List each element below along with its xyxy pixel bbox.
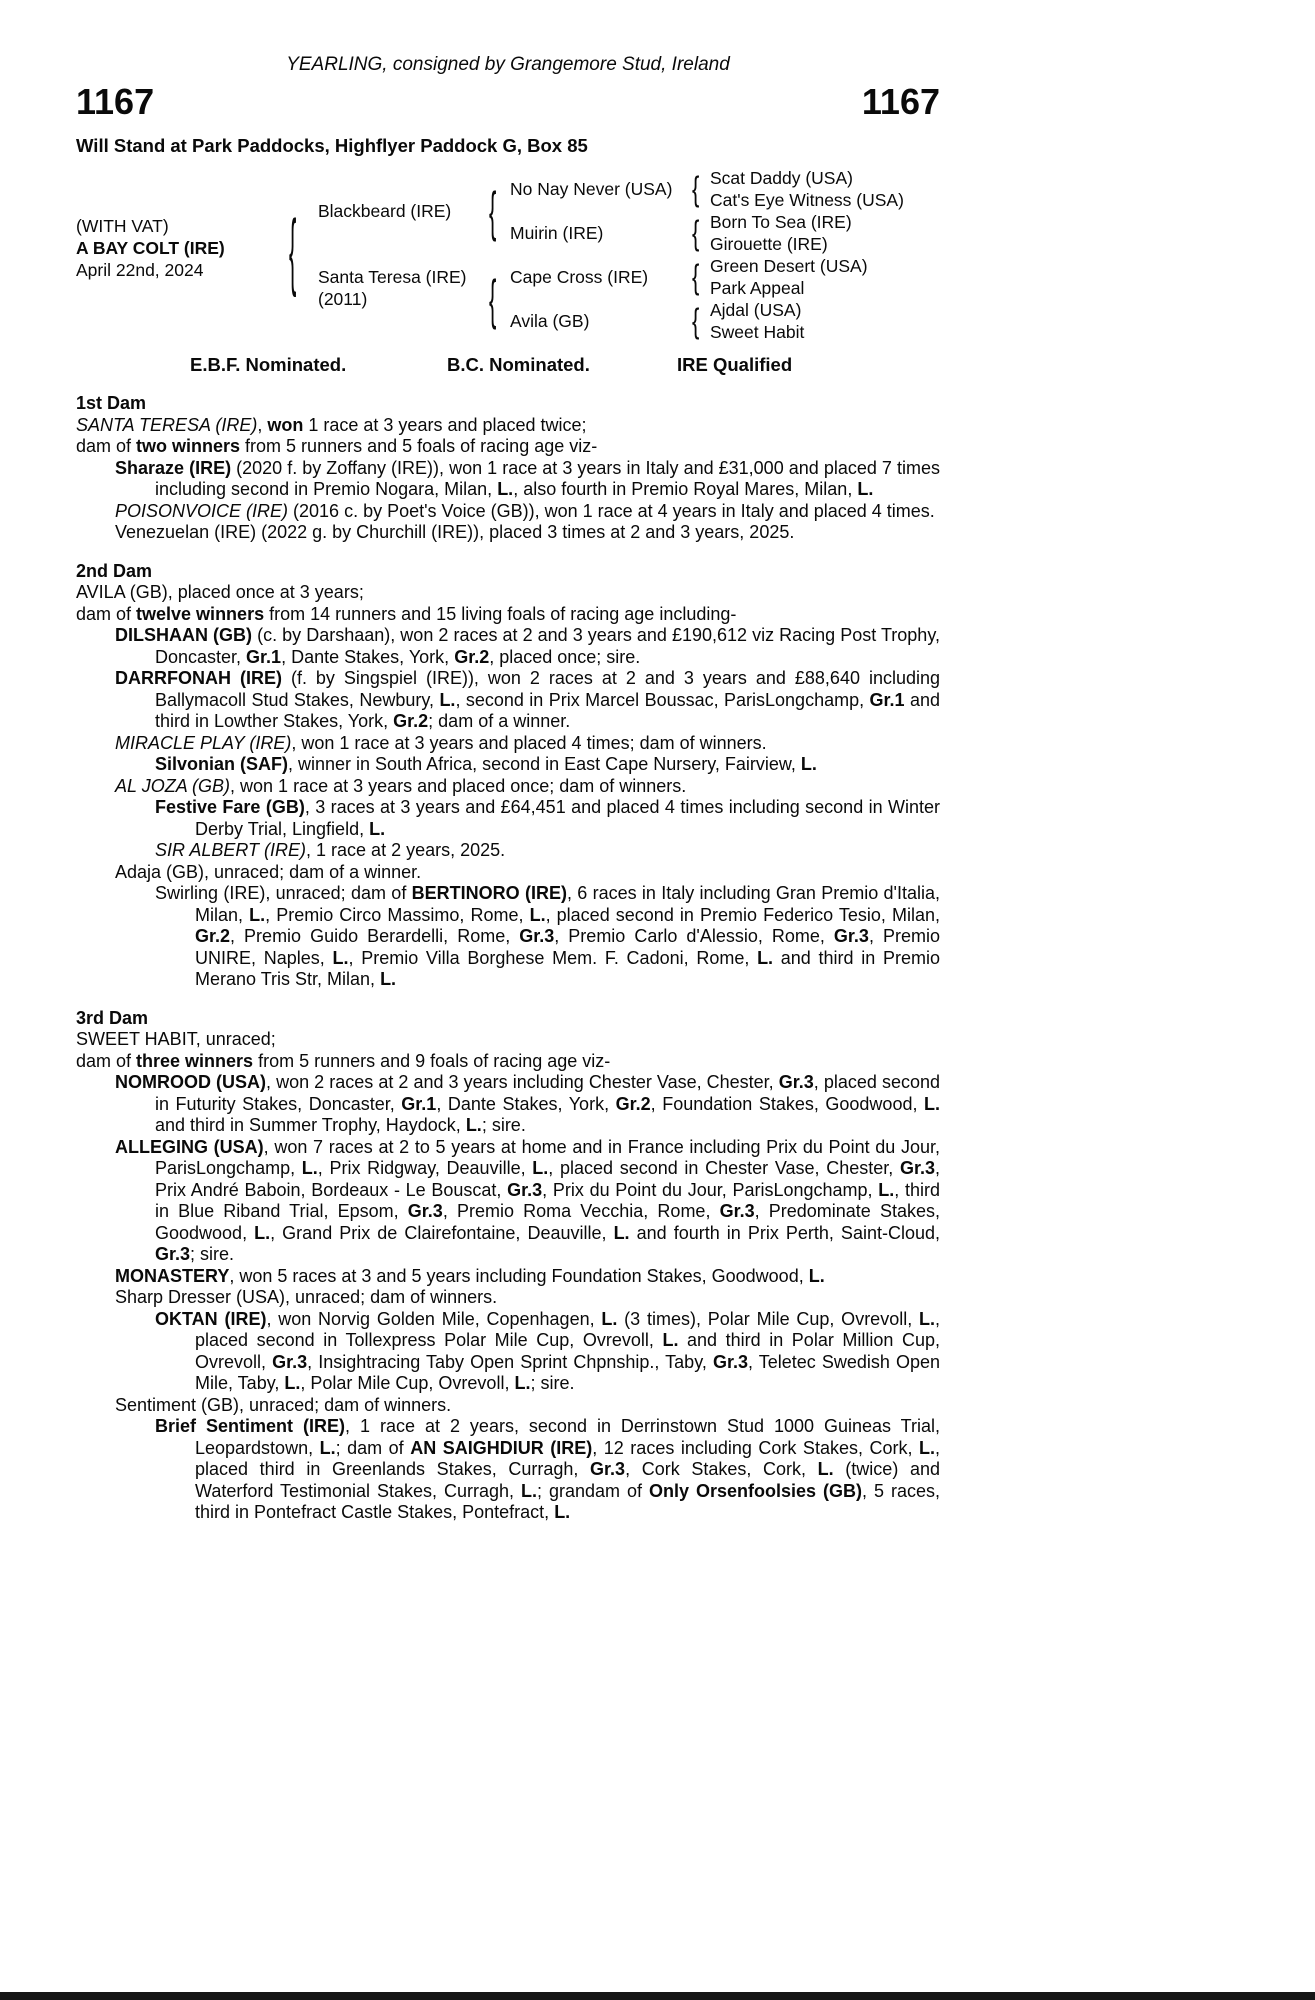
text-segment: SIR ALBERT (IRE) [155, 840, 307, 860]
text-segment: , Prix du Point du Jour, ParisLongchamp, [542, 1179, 879, 1200]
text-segment: , Dante Stakes, York, [281, 646, 455, 667]
text-segment: L. [497, 479, 514, 499]
ancestor-gen3-3: Born To Sea (IRE) [710, 212, 852, 232]
text-segment: and third in Polar Million Cup, Ovrevoll, [195, 1330, 940, 1372]
text-segment: , placed third in Greenlands Stakes, Curragh, [195, 1437, 941, 1479]
text-segment: , won 1 race at 3 years and placed once; dam of winners. [230, 775, 687, 796]
text-segment: (2020 f. by Zoffany (IRE)), won 1 race at 3 years in Italy and £31,000 and placed 7 times including second in Premio Nogara, Milan, [155, 457, 940, 499]
text-segment: ; sire. [530, 1373, 575, 1393]
pedigree-paragraph [76, 1395, 940, 1417]
dam-year: (2011) [318, 289, 368, 309]
text-segment: L. [301, 1158, 318, 1178]
text-segment: , 3 races at 3 years and £64,451 and placed 4 times including second in Winter Derby Trial, Lingfield, [195, 797, 940, 839]
text-segment: , 1 race at 2 years, 2025. [306, 840, 506, 860]
text-segment: L. [919, 1308, 935, 1329]
text-segment: Sentiment (GB), unraced; dam of winners. [115, 1394, 452, 1415]
text-segment: NOMROOD (USA) [115, 1072, 267, 1092]
text-segment: dam of [76, 603, 137, 624]
text-segment: and third in Lowther Stakes, York, [155, 689, 940, 731]
pedigree-paragraph [76, 797, 940, 840]
text-segment: ; sire. [190, 1244, 235, 1264]
pedigree-brace-icon: { [692, 213, 700, 253]
ancestor-gen3-6: Park Appeal [710, 278, 805, 298]
text-segment: , Grand Prix de Clairefontaine, Deauville, [270, 1222, 614, 1243]
text-segment: Swirling (IRE), unraced; dam of [155, 883, 412, 903]
text-segment: , 1 race at 2 years, second in Derrinstown Stud 1000 Guineas Trial, Leopardstown, [195, 1416, 940, 1458]
text-segment: Gr.3 [899, 1158, 935, 1178]
text-segment: Gr.2 [195, 926, 231, 946]
text-segment: , Prix André Baboin, Bordeaux - Le Bouscat, [155, 1158, 940, 1200]
text-segment: and fourth in Prix Perth, Saint-Cloud, [629, 1222, 940, 1243]
text-segment: L. [249, 904, 266, 925]
text-segment: , third in Blue Riband Trial, Epsom, [155, 1179, 940, 1221]
text-segment: MIRACLE PLAY (IRE) [115, 732, 292, 753]
pedigree-paragraph [76, 776, 940, 798]
dam-section-heading: 1st Dam [76, 393, 147, 413]
text-segment: and third in Premio Merano Tris Str, Milan, [195, 947, 941, 989]
text-segment: L. [662, 1330, 679, 1350]
pedigree-paragraph [76, 582, 940, 604]
text-segment: , Foundation Stakes, Goodwood, [650, 1093, 925, 1114]
ancestor-gen3-2: Cat's Eye Witness (USA) [710, 190, 904, 210]
text-segment: L. [924, 1093, 941, 1114]
ancestor-dam-of-sire: Muirin (IRE) [510, 223, 604, 243]
text-segment: dam of [76, 436, 137, 456]
text-segment: L. [332, 947, 349, 968]
text-segment: , won 5 races at 3 and 5 years including Foundation Stakes, Goodwood, [229, 1265, 809, 1286]
ancestor-gen3-4: Girouette (IRE) [710, 234, 828, 254]
text-segment: MONASTERY [115, 1265, 230, 1286]
pedigree-paragraph [76, 1051, 940, 1073]
text-segment: , 12 races including Cork Stakes, Cork, [592, 1437, 920, 1458]
pedigree-paragraph [76, 1029, 940, 1051]
text-segment: L. [817, 1459, 834, 1479]
text-segment: ; dam of a winner. [428, 711, 571, 731]
text-segment: Gr.2 [393, 711, 429, 731]
text-segment: L. [757, 947, 774, 968]
text-segment: , Premio Circo Massimo, Rome, [265, 904, 530, 925]
ancestor-gen3-7: Ajdal (USA) [710, 300, 802, 320]
dam-section-heading: 3rd Dam [76, 1007, 149, 1028]
lot-number-row [76, 81, 940, 122]
text-segment: Gr.1 [401, 1093, 437, 1114]
pedigree-paragraph [76, 415, 940, 437]
text-segment: Gr.3 [507, 1179, 543, 1200]
text-segment: L. [369, 818, 386, 839]
text-segment: , placed second in Premio Federico Tesio, Milan, [545, 904, 941, 925]
pedigree-paragraph [76, 862, 940, 884]
ancestor-sire-of-sire: No Nay Never (USA) [510, 179, 673, 199]
ancestor-gen3-5: Green Desert (USA) [710, 256, 868, 276]
text-segment: L. [800, 754, 817, 774]
pedigree-paragraph [76, 604, 940, 626]
pedigree-paragraph [76, 883, 940, 991]
text-segment: , 6 races in Italy including Gran Premio d'Italia, Milan, [195, 883, 941, 925]
text-segment: L. [319, 1437, 336, 1458]
text-segment: BERTINORO (IRE) [411, 883, 567, 903]
ancestor-dam-of-dam: Avila (GB) [510, 311, 590, 331]
text-segment: Venezuelan (IRE) (2022 g. by Churchill (IRE)), placed 3 times at 2 and 3 years, 2025. [115, 522, 795, 542]
text-segment: ; grandam of [537, 1480, 650, 1501]
text-segment: , placed second in Tollexpress Polar Mile Cup, Ovrevoll, [195, 1308, 941, 1350]
pedigree-paragraph [76, 522, 940, 544]
text-segment: L. [613, 1222, 630, 1243]
pedigree-paragraph [76, 501, 940, 523]
text-segment: DILSHAAN (GB) [115, 625, 253, 645]
nominations-row [76, 354, 940, 376]
text-segment: two winners [136, 436, 241, 456]
pedigree-brace-icon: { [692, 169, 700, 209]
text-segment: , won 7 races at 2 to 5 years at home and in France including Prix du Point du Jour, ParisLongchamp, [155, 1136, 940, 1178]
bc-nominated-label: B.C. Nominated. [447, 354, 590, 375]
pedigree-paragraph [76, 436, 940, 458]
pedigree-paragraph [76, 754, 940, 776]
text-segment: dam of [76, 1050, 137, 1071]
text-segment: , winner in South Africa, second in East Cape Nursery, Fairview, [288, 754, 801, 774]
text-segment: , Dante Stakes, York, [436, 1093, 616, 1114]
text-segment: SANTA TERESA (IRE) [76, 414, 258, 435]
text-segment: Gr.2 [454, 646, 490, 667]
text-segment: OKTAN (IRE) [155, 1308, 267, 1329]
text-segment: POISONVOICE (IRE) [115, 500, 289, 521]
text-segment: L. [380, 969, 397, 989]
text-segment: L. [439, 689, 456, 710]
pedigree-paragraph [76, 733, 940, 755]
dam-sections [76, 393, 940, 1524]
text-segment: L. [601, 1308, 618, 1329]
text-segment: Gr.2 [615, 1093, 651, 1114]
text-segment: Gr.3 [590, 1459, 626, 1479]
text-segment: DARRFONAH (IRE) [115, 668, 282, 688]
catalogue-page [76, 0, 940, 1524]
text-segment: Gr.1 [869, 689, 905, 710]
text-segment: , Cork Stakes, Cork, [625, 1459, 818, 1479]
pedigree-paragraph [76, 1309, 940, 1395]
text-segment: , placed second in Chester Vase, Chester, [548, 1158, 900, 1178]
text-segment: from 5 runners and 5 foals of racing age viz- [240, 436, 598, 456]
text-segment: L. [857, 479, 874, 499]
text-segment: Festive Fare (GB) [155, 797, 305, 817]
text-segment: Gr.3 [272, 1351, 308, 1372]
text-segment: , Insightracing Taby Open Sprint Chpnship., Taby, [307, 1351, 713, 1372]
pedigree-brace-icon: { [289, 201, 297, 299]
pedigree-paragraph [76, 1416, 940, 1524]
text-segment: Only Orsenfoolsies (GB) [649, 1480, 863, 1501]
text-segment: , Prix Ridgway, Deauville, [317, 1158, 533, 1178]
text-segment: Gr.3 [155, 1244, 191, 1264]
text-segment: L. [878, 1179, 895, 1200]
pedigree-brace-icon: { [489, 267, 497, 331]
text-segment: Gr.3 [407, 1201, 443, 1221]
ancestor-sire-of-dam: Cape Cross (IRE) [510, 267, 649, 287]
text-segment: L. [529, 904, 546, 925]
text-segment: , Premio Guido Berardelli, Rome, [230, 926, 520, 946]
pedigree-paragraph [76, 458, 940, 501]
text-segment: ; sire. [481, 1115, 526, 1135]
text-segment: Brief Sentiment (IRE) [155, 1416, 345, 1436]
text-segment: AVILA (GB), placed once at 3 years; [76, 582, 364, 602]
ebf-nominated-label: E.B.F. Nominated. [190, 354, 347, 375]
text-segment: , placed second in Futurity Stakes, Doncaster, [155, 1072, 940, 1114]
text-segment: , won 2 races at 2 and 3 years including Chester Vase, Chester, [266, 1072, 779, 1092]
text-segment: Sharaze (IRE) [115, 457, 232, 478]
with-vat-label: (WITH VAT) [76, 216, 169, 236]
text-segment: , Premio Carlo d'Alessio, Rome, [554, 926, 834, 946]
text-segment: Gr.3 [778, 1072, 814, 1092]
text-segment: L. [254, 1222, 271, 1243]
text-segment: from 5 runners and 9 foals of racing age viz- [253, 1050, 611, 1071]
text-segment: L. [284, 1373, 301, 1393]
text-segment: (twice) and Waterford Testimonial Stakes, Curragh, [195, 1459, 940, 1501]
text-segment: L. [554, 1502, 571, 1522]
stand-location-line: Will Stand at Park Paddocks, Highflyer Paddock G, Box 85 [76, 135, 588, 156]
text-segment: , Polar Mile Cup, Ovrevoll, [300, 1373, 515, 1393]
text-segment: ; dam of [335, 1437, 411, 1458]
text-segment: ALLEGING (USA) [115, 1136, 264, 1157]
pedigree-brace-icon: { [489, 179, 497, 243]
pedigree-paragraph [76, 1072, 940, 1137]
text-segment: three winners [136, 1050, 254, 1071]
dam-name: Santa Teresa (IRE) [318, 267, 467, 287]
lot-number-right: 1167 [861, 81, 940, 122]
text-segment: , Premio UNIRE, Naples, [195, 926, 940, 968]
text-segment: , Premio Roma Vecchia, Rome, [442, 1201, 720, 1221]
text-segment: won [267, 414, 304, 435]
text-segment: SWEET HABIT, unraced; [76, 1029, 276, 1049]
text-segment: Gr.3 [519, 926, 555, 946]
pedigree-paragraph [76, 1266, 940, 1288]
pedigree-paragraph [76, 625, 940, 668]
pedigree-brace-icon: { [692, 301, 700, 341]
text-segment: , won Norvig Golden Mile, Copenhagen, [266, 1308, 602, 1329]
text-segment: , [257, 414, 268, 435]
pedigree-tree [76, 168, 940, 346]
ancestor-gen3-1: Scat Daddy (USA) [710, 168, 853, 188]
text-segment: (f. by Singspiel (IRE)), won 2 races at 2 and 3 years and £88,640 including Ballymacoll Stud Stakes, Newbury, [155, 668, 940, 710]
pedigree-paragraph [76, 668, 940, 733]
text-segment: L. [521, 1480, 538, 1501]
text-segment: , Premio Villa Borghese Mem. F. Cadoni, Rome, [348, 947, 758, 968]
dam-section-heading: 2nd Dam [76, 560, 153, 581]
text-segment: L. [532, 1158, 549, 1178]
ire-qualified-label: IRE Qualified [677, 354, 793, 375]
text-segment: (2016 c. by Poet's Voice (GB)), won 1 race at 4 years in Italy and placed 4 times. [288, 500, 935, 521]
pedigree-paragraph [76, 1137, 940, 1266]
text-segment: twelve winners [136, 603, 265, 624]
text-segment: , Predominate Stakes, Goodwood, [155, 1201, 940, 1243]
text-segment: Gr.3 [712, 1351, 748, 1372]
text-segment: L. [514, 1373, 531, 1393]
text-segment: (3 times), Polar Mile Cup, Ovrevoll, [617, 1308, 919, 1329]
text-segment: and third in Summer Trophy, Haydock, [155, 1115, 466, 1135]
text-segment: L. [465, 1115, 482, 1135]
lot-number-left: 1167 [76, 81, 155, 122]
text-segment: L. [919, 1437, 936, 1458]
text-segment: AN SAIGHDIUR (IRE) [410, 1437, 593, 1458]
text-segment: , placed once; sire. [489, 646, 641, 667]
text-segment: Gr.1 [246, 646, 282, 667]
scan-edge-artifact [0, 1992, 1315, 2000]
text-segment: , Teletec Swedish Open Mile, Taby, [195, 1351, 941, 1393]
text-segment: , 5 races, third in Pontefract Castle Stakes, Pontefract, [195, 1480, 940, 1522]
consignor-line: YEARLING, consigned by Grangemore Stud, Ireland [286, 54, 730, 75]
ancestor-gen3-8: Sweet Habit [710, 322, 805, 342]
text-segment: AL JOZA (GB) [115, 775, 231, 796]
pedigree-paragraph [76, 1287, 940, 1309]
text-segment: (c. by Darshaan), won 2 races at 2 and 3 years and £190,612 viz Racing Post Trophy, Doncaster, [155, 625, 940, 667]
pedigree-paragraph [76, 840, 940, 862]
text-segment: Gr.3 [719, 1201, 755, 1221]
horse-name: A BAY COLT (IRE) [76, 238, 225, 258]
text-segment: , second in Prix Marcel Boussac, ParisLongchamp, [455, 689, 870, 710]
text-segment: 1 race at 3 years and placed twice; [303, 414, 587, 435]
text-segment: , won 1 race at 3 years and placed 4 times; dam of winners. [291, 732, 767, 753]
pedigree-brace-icon: { [692, 257, 700, 297]
text-segment: Gr.3 [833, 926, 869, 946]
text-segment: L. [808, 1265, 825, 1286]
text-segment: , also fourth in Premio Royal Mares, Milan, [513, 479, 858, 499]
sire-name: Blackbeard (IRE) [318, 201, 452, 221]
foal-date: April 22nd, 2024 [76, 260, 204, 280]
text-segment: Sharp Dresser (USA), unraced; dam of winners. [115, 1287, 498, 1307]
text-segment: Adaja (GB), unraced; dam of a winner. [115, 861, 422, 882]
text-segment: Silvonian (SAF) [155, 754, 289, 774]
text-segment: from 14 runners and 15 living foals of racing age including- [264, 603, 737, 624]
